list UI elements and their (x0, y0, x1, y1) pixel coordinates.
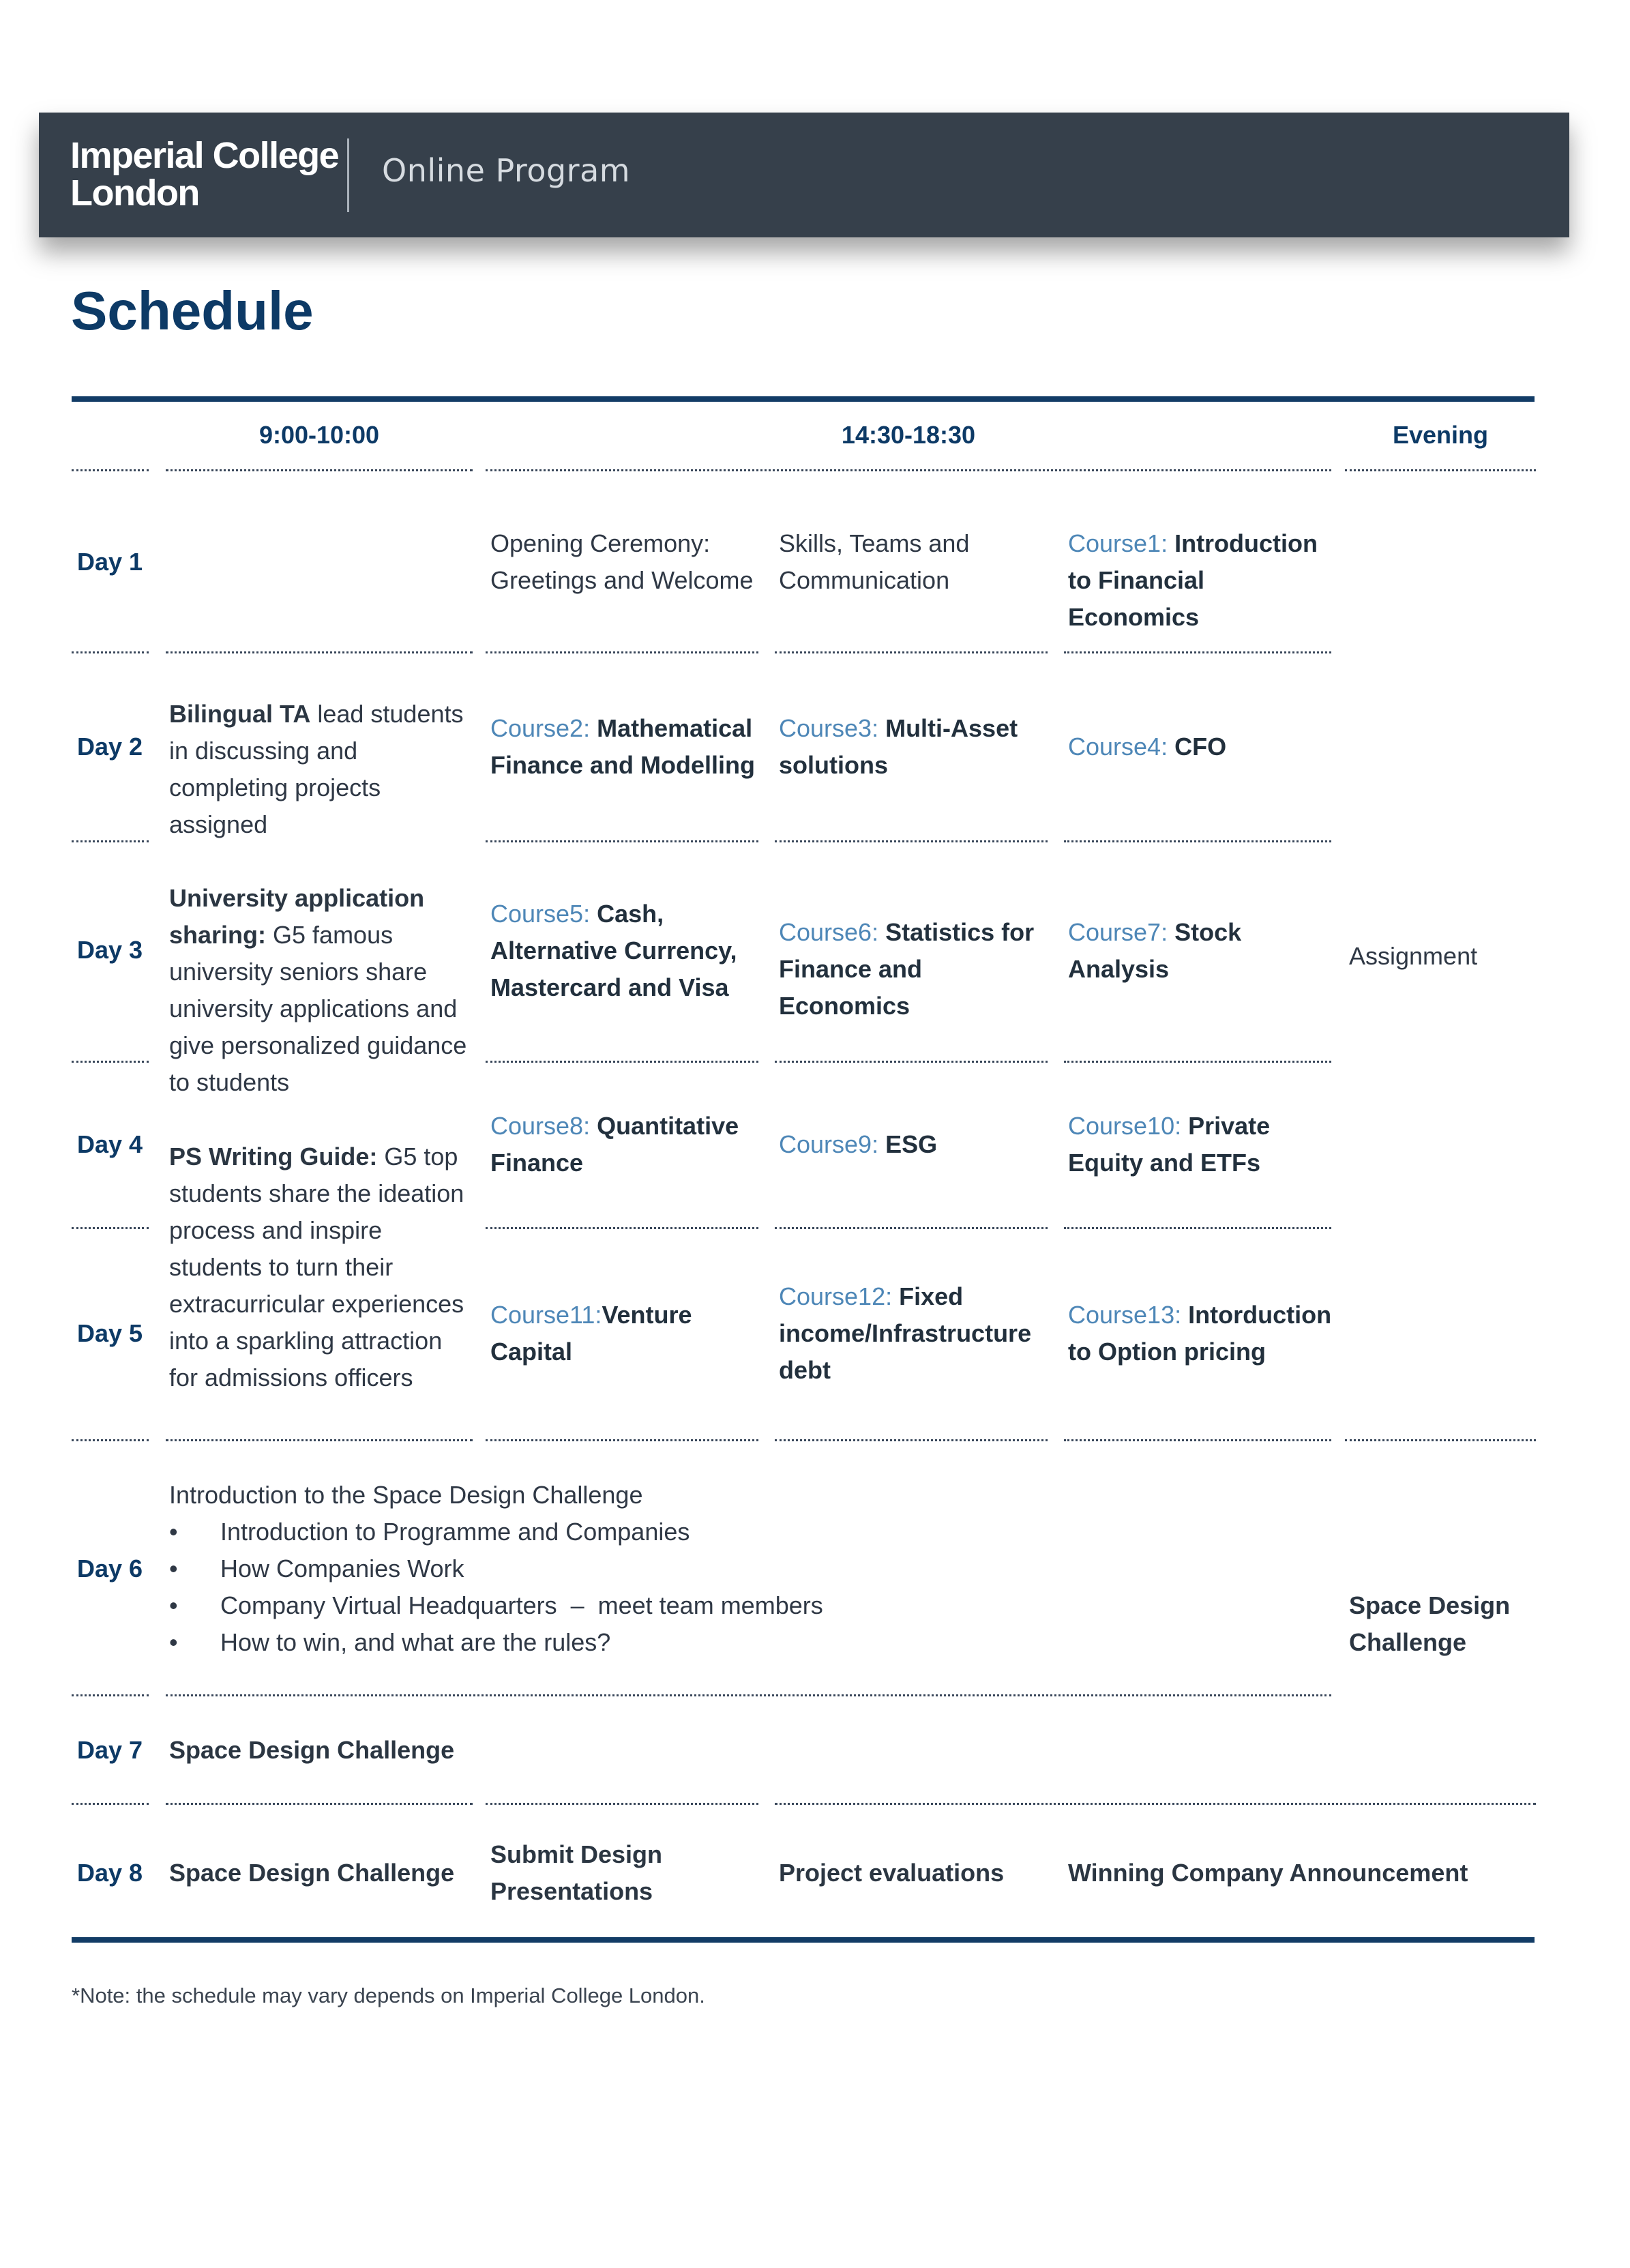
header-banner (39, 113, 1569, 237)
course-title: Private Equity and ETFs (1068, 1112, 1271, 1177)
row-divider (1345, 469, 1536, 471)
row-divider (72, 840, 149, 842)
course-title: Introduction to Financial Economics (1068, 529, 1318, 631)
row-divider (775, 651, 1048, 653)
day-8-afternoon-3: Winning Company Announcement (1068, 1859, 1468, 1887)
row-divider (775, 1061, 1048, 1063)
course-code: Course13: (1068, 1301, 1189, 1329)
day-2-morning (169, 696, 469, 843)
course-title: Cash, Alternative Currency, Mastercard and Visa (490, 900, 737, 1001)
page-title: Schedule (71, 280, 314, 341)
row-divider (775, 840, 1048, 842)
course-code: Course10: (1068, 1112, 1189, 1140)
row-divider (1064, 1439, 1331, 1441)
day-3-morning (169, 880, 473, 1101)
course-code: Course7: (1068, 918, 1175, 946)
table-top-rule (72, 396, 1535, 402)
row-divider (1064, 651, 1331, 653)
day-8-afternoon-2: Project evaluations (779, 1859, 1005, 1887)
row-divider (166, 651, 473, 653)
evening-assignment: Assignment (1349, 942, 1478, 970)
morning-title: University application sharing: (169, 884, 425, 949)
course-code: Course1: (1068, 529, 1175, 557)
day-7-morning: Space Design Challenge (169, 1736, 455, 1764)
row-divider (72, 651, 149, 653)
course-code: Course4: (1068, 733, 1175, 761)
course-title: Stock Analysis (1068, 918, 1242, 983)
day-5-afternoon-1 (490, 1297, 763, 1370)
day-4-afternoon-2 (779, 1126, 1038, 1163)
day-8-morning: Space Design Challenge (169, 1859, 455, 1887)
day-1-afternoon-2: Skills, Teams and Communication (779, 529, 970, 594)
day-7-label: Day 7 (77, 1736, 143, 1764)
course-code: Course9: (779, 1130, 886, 1158)
day-4-morning (169, 1138, 473, 1396)
row-divider (486, 469, 1331, 471)
row-divider (775, 1803, 1536, 1805)
footnote: *Note: the schedule may vary depends on Imperial College London. (72, 1984, 705, 2007)
course-title: Intorduction to Option pricing (1068, 1301, 1332, 1366)
course-title: Multi-Asset solutions (779, 714, 1018, 779)
course-code: Course8: (490, 1112, 597, 1140)
course-title: Fixed income/Infrastructure debt (779, 1282, 1032, 1384)
course-title: Venture Capital (490, 1301, 692, 1366)
course-title: Quantitative Finance (490, 1112, 739, 1177)
morning-title: Bilingual TA (169, 700, 311, 728)
course-title: CFO (1174, 733, 1227, 761)
logo-divider (347, 138, 349, 212)
morning-text: lead students in discussing and completing projects assigned (169, 700, 464, 838)
day-6-label: Day 6 (77, 1555, 143, 1582)
morning-text: G5 top students share the ideation process and inspire students to turn their extracurricular experiences into a sparkling attraction for admissions officers (169, 1143, 464, 1391)
row-divider (72, 469, 149, 471)
day-4-afternoon-1 (490, 1108, 763, 1181)
day-5-afternoon-3 (1068, 1297, 1334, 1370)
row-divider (1064, 840, 1331, 842)
list-item: • How Companies Work (169, 1550, 1260, 1587)
list-item: • Company Virtual Headquarters – meet team members (169, 1587, 1260, 1624)
row-divider (486, 1439, 758, 1441)
list-item: • How to win, and what are the rules? (169, 1624, 1260, 1661)
morning-title: PS Writing Guide: (169, 1143, 378, 1170)
course-code: Course11: (490, 1301, 602, 1329)
row-divider (486, 651, 758, 653)
course-title: ESG (885, 1130, 938, 1158)
list-item: • Introduction to Programme and Companies (169, 1514, 1260, 1550)
day-2-label: Day 2 (77, 733, 143, 761)
course-code: Course6: (779, 918, 886, 946)
day-1-afternoon-1: Opening Ceremony: Greetings and Welcome (490, 529, 754, 594)
row-divider (486, 840, 758, 842)
row-divider (166, 1694, 1331, 1696)
day-5-afternoon-2 (779, 1278, 1052, 1389)
row-divider (72, 1439, 149, 1441)
course-code: Course3: (779, 714, 886, 742)
logo-line-2: London (70, 173, 199, 213)
course-code: Course12: (779, 1282, 900, 1310)
row-divider (1345, 1439, 1536, 1441)
course-code: Course2: (490, 714, 597, 742)
imperial-logo (70, 137, 338, 212)
day-2-afternoon-1 (490, 710, 763, 784)
row-divider (72, 1694, 149, 1696)
day-6-morning (169, 1477, 1260, 1661)
day-3-afternoon-1 (490, 896, 763, 1006)
day-4-afternoon-3 (1068, 1108, 1314, 1181)
day-4-label: Day 4 (77, 1130, 143, 1158)
column-header-morning: 9:00-10:00 (258, 421, 380, 449)
row-divider (775, 1439, 1048, 1441)
course-code: Course5: (490, 900, 597, 928)
day-8-afternoon-1: Submit Design Presentations (490, 1840, 663, 1905)
row-divider (1064, 1061, 1331, 1063)
row-divider (775, 1227, 1048, 1229)
program-label: Online Program (382, 152, 631, 189)
column-header-evening: Evening (1392, 421, 1489, 449)
course-title: Mathematical Finance and Modelling (490, 714, 756, 779)
row-divider (1064, 1227, 1331, 1229)
day-3-afternoon-3 (1068, 914, 1293, 988)
row-divider (486, 1803, 758, 1805)
evening-space-design: Space Design Challenge (1349, 1591, 1511, 1656)
day-3-label: Day 3 (77, 936, 143, 964)
day-6-bullet-list (169, 1514, 1260, 1661)
row-divider (486, 1227, 758, 1229)
row-divider (486, 1061, 758, 1063)
row-divider (72, 1227, 149, 1229)
day-1-afternoon-3 (1068, 525, 1334, 636)
morning-text: G5 famous university seniors share university applications and give personalized guidance to students (169, 921, 467, 1096)
table-bottom-rule (72, 1937, 1535, 1943)
day-3-afternoon-2 (779, 914, 1052, 1025)
day-8-label: Day 8 (77, 1859, 143, 1887)
day-2-afternoon-2 (779, 710, 1038, 784)
row-divider (72, 1803, 149, 1805)
day-6-intro: Introduction to the Space Design Challenge (169, 1481, 643, 1509)
column-header-afternoon: 14:30-18:30 (841, 421, 976, 449)
logo-line-1: Imperial College (70, 135, 339, 176)
day-2-afternoon-3 (1068, 728, 1334, 765)
day-1-label: Day 1 (77, 548, 143, 576)
row-divider (166, 469, 473, 471)
day-5-label: Day 5 (77, 1319, 143, 1347)
course-title: Statistics for Finance and Economics (779, 918, 1035, 1020)
row-divider (72, 1061, 149, 1063)
row-divider (166, 1439, 473, 1441)
row-divider (166, 1803, 473, 1805)
